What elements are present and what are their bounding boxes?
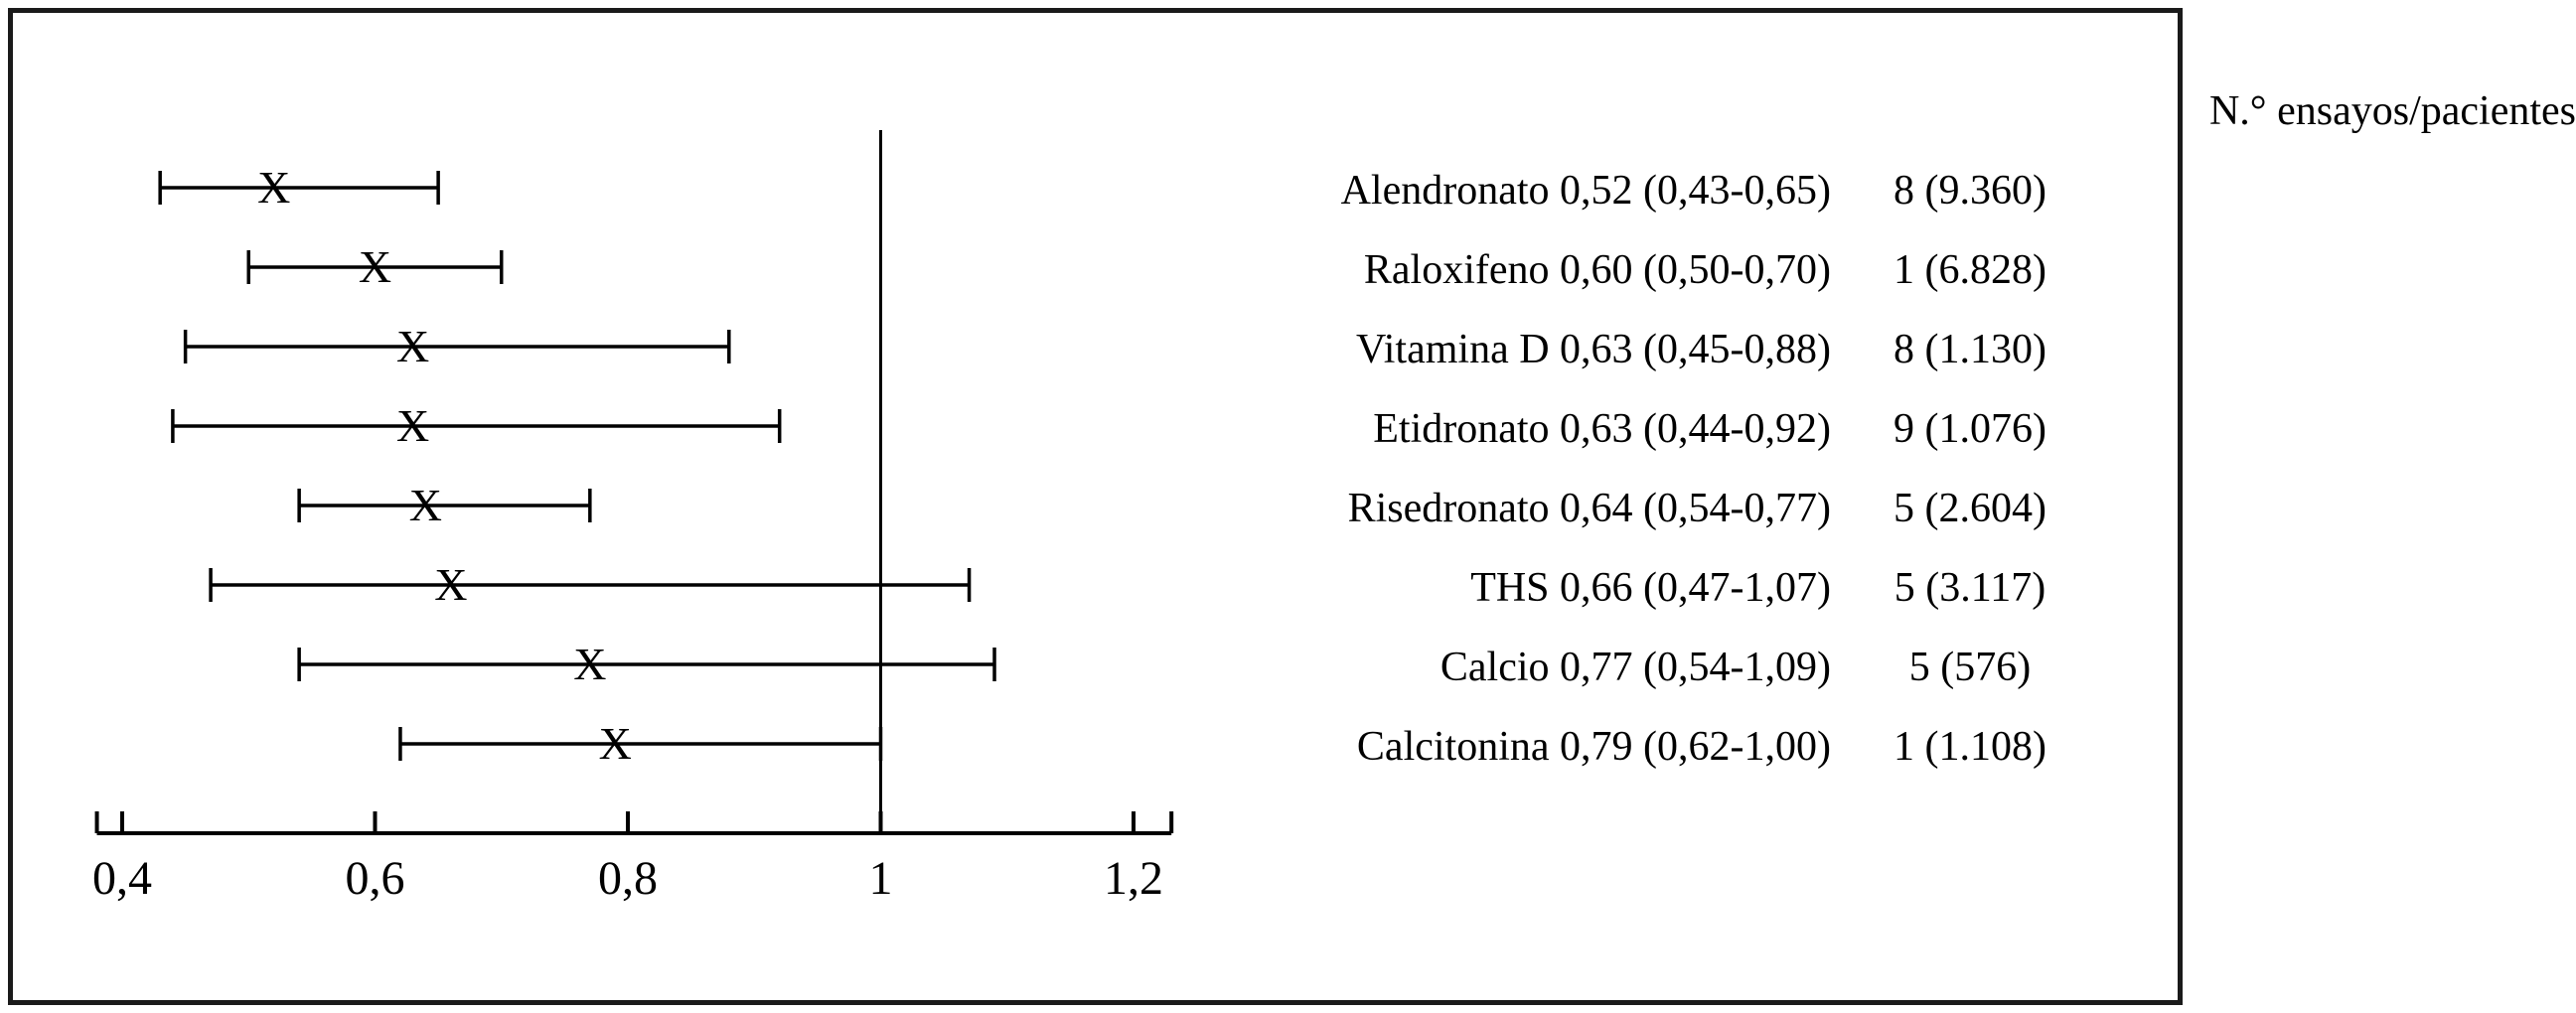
row-label: Calcitonina 0,79 (0,62-1,00) bbox=[1356, 724, 1831, 770]
point-estimate-marker: X bbox=[434, 559, 468, 610]
point-estimate-marker: X bbox=[408, 480, 443, 530]
point-estimate-marker: X bbox=[598, 718, 632, 769]
point-estimate-marker: X bbox=[573, 639, 607, 689]
x-axis-tick-label: 1,2 bbox=[1104, 852, 1163, 905]
plot-marks bbox=[97, 130, 1172, 833]
forest-row-8 bbox=[400, 718, 881, 769]
row-count: 5 (576) bbox=[1908, 645, 2032, 690]
row-label: Risedronato 0,64 (0,54-0,77) bbox=[1347, 486, 1831, 531]
row-label: Vitamina D 0,63 (0,45-0,88) bbox=[1355, 327, 1831, 372]
point-estimate-marker: X bbox=[396, 321, 430, 371]
x-axis-tick-label: 0,6 bbox=[345, 852, 405, 905]
row-count: 9 (1.076) bbox=[1894, 406, 2046, 452]
point-estimate-marker: X bbox=[257, 162, 291, 213]
row-count: 5 (3.117) bbox=[1894, 565, 2046, 611]
row-count: 8 (9.360) bbox=[1894, 168, 2046, 214]
row-label: Raloxifeno 0,60 (0,50-0,70) bbox=[1363, 247, 1831, 293]
x-axis-tick-label: 1 bbox=[868, 852, 893, 905]
forest-row-3 bbox=[186, 321, 729, 371]
row-label: THS 0,66 (0,47-1,07) bbox=[1470, 565, 1831, 611]
point-estimate-marker: X bbox=[396, 400, 430, 451]
forest-row-1 bbox=[160, 162, 438, 213]
figure-border bbox=[8, 8, 2576, 1005]
row-count: 1 (1.108) bbox=[1894, 724, 2046, 770]
forest-row-7 bbox=[299, 639, 994, 689]
row-label: Alendronato 0,52 (0,43-0,65) bbox=[1340, 168, 1831, 214]
row-label: Calcio 0,77 (0,54-1,09) bbox=[1440, 645, 1831, 690]
row-count: 5 (2.604) bbox=[1894, 486, 2046, 531]
forest-row-2 bbox=[248, 241, 502, 292]
forest-row-4 bbox=[173, 400, 780, 451]
x-axis-tick-label: 0,4 bbox=[92, 852, 152, 905]
x-axis-tick-label: 0,8 bbox=[598, 852, 658, 905]
row-count: 1 (6.828) bbox=[1894, 247, 2046, 293]
trials-count-column bbox=[1841, 13, 2139, 1010]
forest-row-5 bbox=[299, 480, 590, 530]
point-estimate-marker: X bbox=[358, 241, 392, 292]
forest-row-6 bbox=[211, 559, 970, 610]
row-count: 8 (1.130) bbox=[1894, 327, 2046, 372]
column-header-trials: N.° ensayos/pacientes bbox=[2208, 88, 2576, 134]
row-label: Etidronato 0,63 (0,44-0,92) bbox=[1373, 406, 1831, 452]
